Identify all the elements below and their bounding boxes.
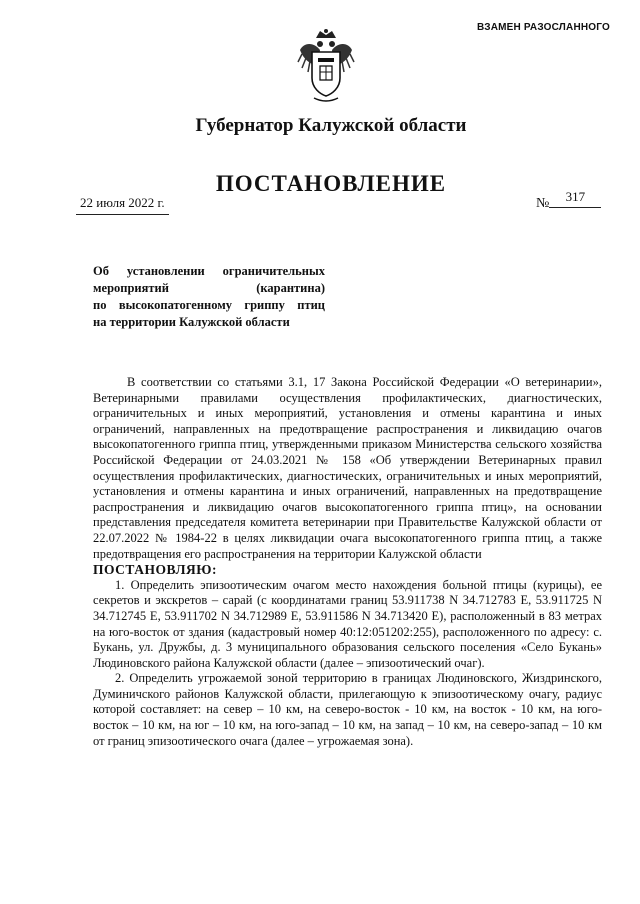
document-number: 317: [549, 189, 601, 208]
document-date: 22 июля 2022 г.: [76, 195, 169, 215]
subject-line: Об установлении ограничительных: [93, 264, 325, 278]
decree-word: ПОСТАНОВЛЯЮ:: [93, 562, 217, 578]
document-body: [93, 375, 602, 749]
coat-of-arms-icon: [294, 28, 358, 104]
subject-line: на территории Калужской области: [93, 315, 290, 329]
issuing-authority: Губернатор Калужской области: [195, 115, 467, 136]
preamble-paragraph: В соответствии со статьями 3.1, 17 Закона Российской Федерации «О ветеринарии», Ветеринарными правилами осуществления профилактических, диагностических, ограничительных и иных мероприятий, установления и отмены карантина и иных ограничений, направленных на предотвращение распространения и ликвидацию очагов высокопатогенного гриппа птиц, утвержденными приказом Министерства сельского хозяйства Российской Федерации от 24.03.2021 № 158 «Об утверждении Ветеринарных правил осуществления профилактических, диагностических, ограничительных и иных мероприятий, установления и отмены карантина и иных ограничений, направленных на предотвращение распространения и ликвидацию очагов высокопатогенного гриппа птиц», на основании представления председателя комитета ветеринарии при Правительстве Калужской области от 22.07.2022 № 1984-22 в целях ликвидации очага высокопатогенного гриппа птиц, а также предотвращения его распространения на территории Калужской области: [93, 375, 602, 561]
number-sign: №: [536, 196, 550, 211]
subject-line: по высокопатогенному гриппу птиц: [93, 298, 325, 312]
replacement-stamp: ВЗАМЕН РАЗОСЛАННОГО: [476, 22, 610, 33]
document-type-title: ПОСТАНОВЛЕНИЕ: [215, 171, 447, 196]
document-subject: [93, 263, 325, 331]
subject-line: мероприятий (карантина): [93, 281, 325, 295]
document-number-field: [536, 189, 601, 214]
decree-item: 2. Определить угрожаемой зоной территорию в границах Людиновского, Жиздринского, Думиничского районов Калужской области, прилегающую к эпизоотическому очагу, радиус которой составляет: на север – 10 км, на северо-восток - 10 км, на восток - 10 км, на юго-восток – 10 км, на юг – 10 км, на юго-запад – 10 км, на запад – 10 км, на северо-запад – 10 км от границ эпизоотического очага (далее – угрожаемая зона).: [93, 671, 602, 748]
decree-item: 1. Определить эпизоотическим очагом место нахождения больной птицы (курицы), ее секретов и экскретов – сарай (с координатами границ 53.911738 N 34.712783 E, 53.911725 N 34.712745 E, 53.911702 N 34.712989 E, 53.911586 N 34.713420 E), расположенный в 83 метрах на юго-восток от здания (кадастровый номер 40:12:051202:255), расположенного по адресу: с. Букань, ул. Дружбы, д. 3 муниципального образования сельского поселения «Село Букань» Людиновского района Калужской области (далее – эпизоотический очаг).: [93, 577, 602, 670]
